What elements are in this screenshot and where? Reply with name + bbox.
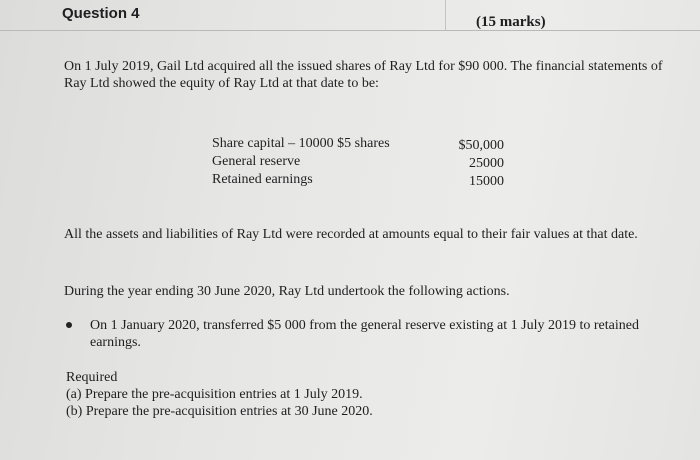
equity-value: 15000 — [469, 174, 504, 189]
equity-row — [212, 154, 504, 172]
header-divider — [445, 0, 446, 31]
required-item-b: (b) Prepare the pre-acquisition entries at 30 June 2020. — [66, 404, 373, 419]
required-section — [66, 369, 373, 420]
question-header — [0, 0, 700, 32]
fair-value-paragraph: All the assets and liabilities of Ray Ltd were recorded at amounts equal to their fair values at that date. — [64, 227, 638, 242]
header-rule — [0, 30, 700, 31]
bullet-icon — [66, 322, 72, 328]
equity-row — [212, 172, 504, 190]
intro-paragraph: On 1 July 2019, Gail Ltd acquired all the issued shares of Ray Ltd for $90 000. The financial statements of Ray Ltd showed the equity of Ray Ltd at that date to be: — [64, 59, 663, 91]
question-title: Question 4 — [62, 5, 140, 22]
question-marks: (15 marks) — [476, 14, 546, 30]
bullet-item: On 1 January 2020, transferred $5 000 from the general reserve existing at 1 July 2019 to retained earnings. — [90, 318, 639, 350]
equity-table — [212, 136, 504, 190]
equity-label: General reserve — [212, 154, 301, 169]
equity-row — [212, 136, 504, 154]
equity-value: $50,000 — [458, 138, 504, 153]
equity-label: Share capital – 10000 $5 shares — [212, 136, 390, 151]
required-heading: Required — [66, 370, 118, 385]
year-actions-paragraph: During the year ending 30 June 2020, Ray Ltd undertook the following actions. — [64, 284, 510, 299]
equity-label: Retained earnings — [212, 172, 313, 187]
required-item-a: (a) Prepare the pre-acquisition entries at 1 July 2019. — [66, 387, 363, 402]
equity-value: 25000 — [469, 156, 504, 171]
